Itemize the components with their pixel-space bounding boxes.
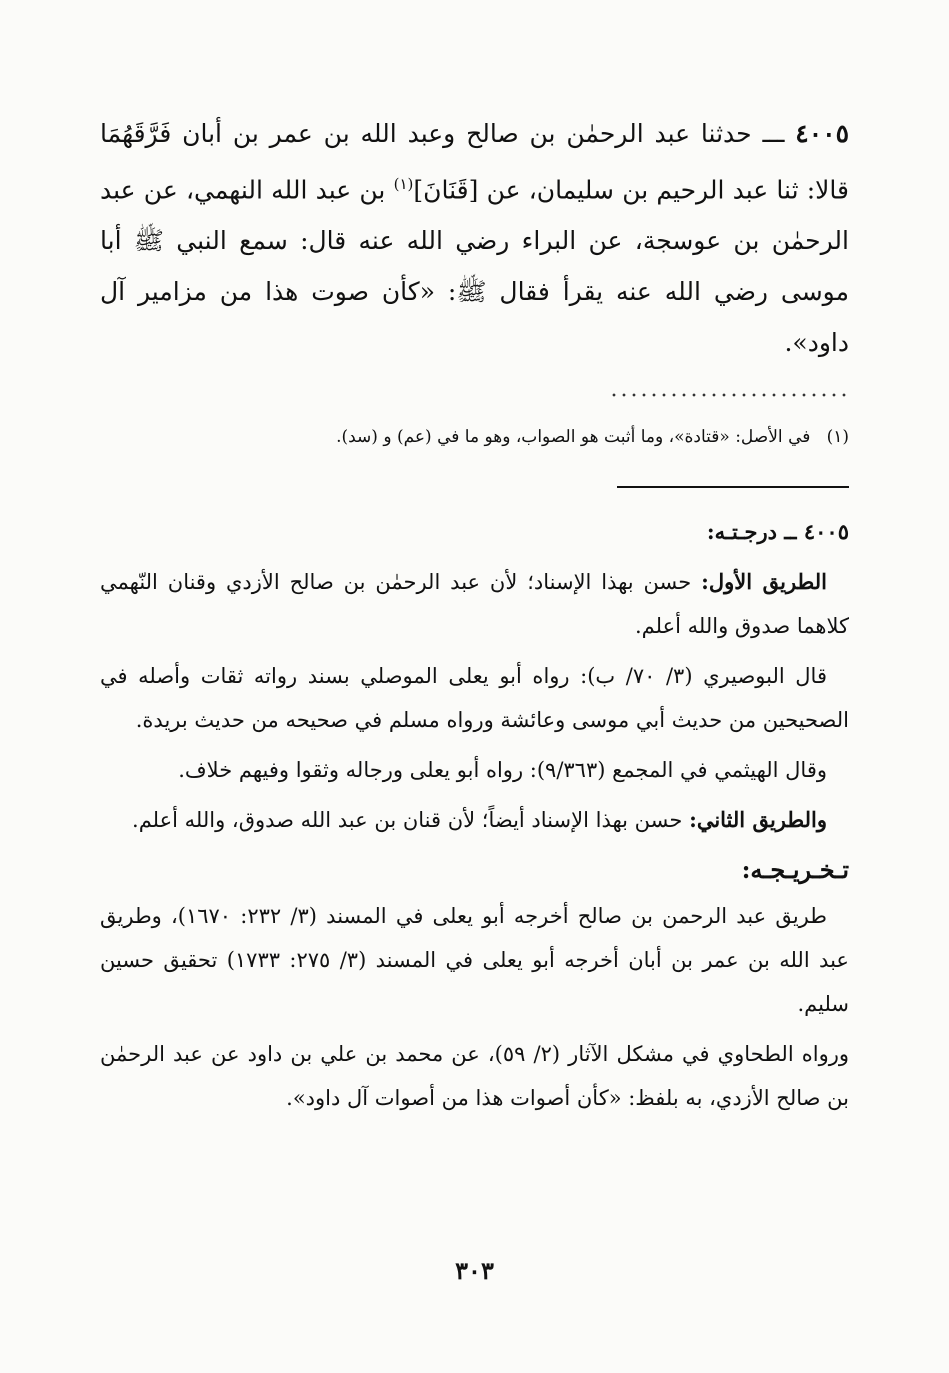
page-number: ٣٠٣: [455, 1256, 494, 1285]
first-route-label: الطريق الأول:: [701, 569, 827, 594]
footnote-number: (١): [826, 427, 849, 447]
hadith-dash: ـــ: [762, 119, 785, 148]
footnote-marker: (١): [393, 175, 414, 193]
second-route: [100, 798, 849, 842]
footnote-separator: [609, 385, 849, 405]
first-route-text: حسن بهذا الإسناد؛ لأن عبد الرحمٰن بن صالح الأزدي وقنان النّهمي كلاهما صدوق والله أعلم.: [100, 570, 849, 638]
takhrij-paragraph-1: طريق عبد الرحمن بن صالح أخرجه أبو يعلى في المسند (٣/ ٢٣٢: ١٦٧٠)، وطريق عبد الله بن عمر بن أبان أخرجه أبو يعلى في المسند (٣/ ٢٧٥: ١٧٣٣) تحقيق حسين سليم.: [100, 904, 849, 1016]
book-page: [100, 0, 849, 1373]
grade-heading: ٤٠٠٥ ــ درجـتـه:: [706, 519, 849, 544]
second-route-text: حسن بهذا الإسناد أيضاً؛ لأن قنان بن عبد الله صدوق، والله أعلم.: [132, 808, 683, 832]
haythami-quote: وقال الهيثمي في المجمع (٩/٣٦٣): رواه أبو يعلى ورجاله وثقوا وفيهم خلاف.: [178, 758, 827, 782]
grade-section: [100, 510, 849, 1126]
section-divider: [617, 486, 849, 488]
takhrij-paragraph-2: ورواه الطحاوي في مشكل الآثار (٢/ ٥٩)، عن محمد بن علي بن داود عن عبد الرحمٰن بن صالح الأزدي، به بلفظ: «كأن أصوات هذا من أصوات آل داود».: [100, 1042, 849, 1110]
hadith-number: ٤٠٠٥: [795, 119, 849, 148]
first-route: [100, 560, 849, 648]
busiri-quote: قال البوصيري (٣/ ٧٠/ ب): رواه أبو يعلى الموصلي بسند رواته ثقات وأصله في الصحيحين من حديث أبي موسى وعائشة ورواه مسلم في صحيحه من حديث بريدة.: [100, 664, 849, 732]
takhrij-heading: تـخـريـجـه:: [741, 855, 849, 884]
footnote: [100, 422, 849, 452]
footnote-text: في الأصل: «قتادة»، وما أثبت هو الصواب، وهو ما في (عم) و (سد).: [336, 427, 811, 447]
hadith-body-rest: بن عبد الله النهمي، عن عبد الرحمٰن بن عوسجة، عن البراء رضي الله عنه قال: سمع النبي ﷺ أبا موسى رضي الله عنه يقرأ فقال ﷺ: «كأن صوت هذا من مزامير آل داود».: [100, 175, 849, 358]
second-route-label: والطريق الثاني:: [689, 807, 827, 832]
hadith-text: [100, 108, 849, 368]
hadith-body: حدثنا عبد الرحمٰن بن صالح وعبد الله بن عمر بن أبان فَرَّقَهُمَا قالا: ثنا عبد الرحيم بن سليمان، عن [قَنَانَ]: [100, 119, 849, 205]
